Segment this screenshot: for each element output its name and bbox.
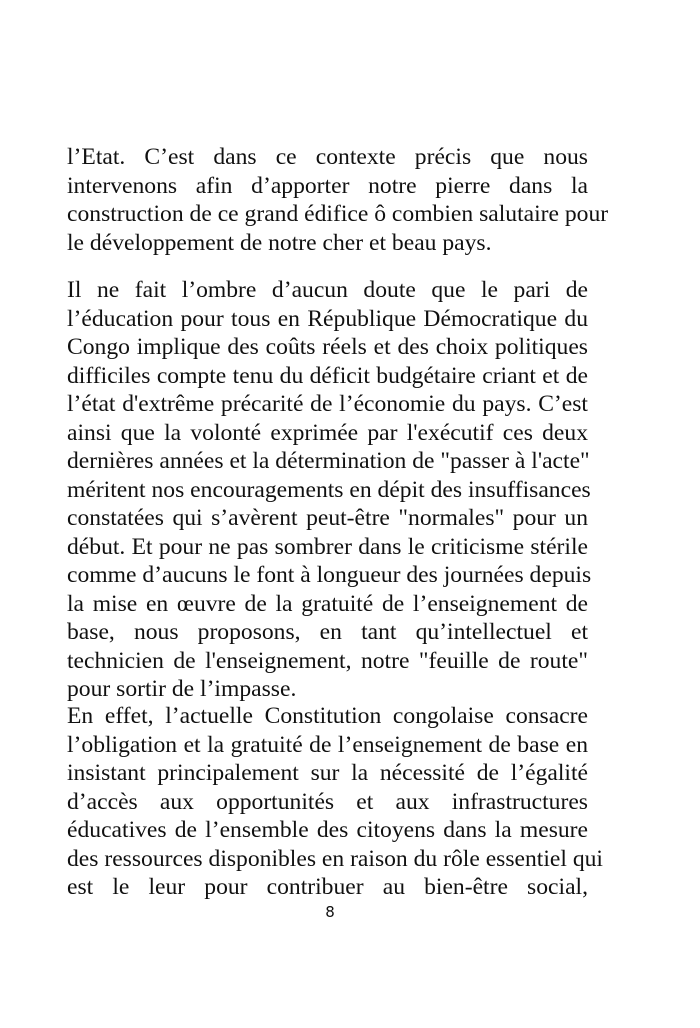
text-line: méritent nos encouragements en dépit des insuffisances <box>67 476 591 503</box>
text-line: constatées qui s’avèrent peut-être "normales" pour un <box>67 505 588 531</box>
text-line: Il ne fait l’ombre d’aucun doute que le pari de <box>67 277 588 303</box>
text-line: la mise en œuvre de la gratuité de l’enseignement de <box>67 590 588 617</box>
text-line: l’éducation pour tous en République Démocratique du <box>67 305 588 332</box>
text-line: technicien de l'enseignement, notre "feuille de route" <box>67 647 588 674</box>
text-line: éducatives de l’ensemble des citoyens dans la mesure <box>67 817 588 843</box>
text-line: comme d’aucuns le font à longueur des journées depuis <box>67 562 592 588</box>
text-line: début. Et pour ne pas sombrer dans le criticisme stérile <box>67 533 588 560</box>
text-line: base, nous proposons, en tant qu’intellectuel et <box>67 619 588 645</box>
text-line: pour sortir de l’impasse. <box>67 676 297 702</box>
text-line: des ressources disponibles en raison du rôle essentiel qui <box>67 845 603 872</box>
paragraph-2 <box>67 276 592 704</box>
text-line: l’Etat. C’est dans ce contexte précis que nous <box>67 144 588 170</box>
text-line: l’état d'extrême précarité de l’économie du pays. C’est <box>67 391 588 417</box>
paragraph-3 <box>67 702 603 902</box>
text-line: Congo implique des coûts réels et des choix politiques <box>67 334 588 360</box>
text-line: d’accès aux opportunités et aux infrastructures <box>67 788 588 815</box>
paragraph-1 <box>67 143 609 257</box>
text-line: le développement de notre cher et beau pays. <box>67 229 492 256</box>
text-line: insistant principalement sur la nécessité de l’égalité <box>67 760 588 786</box>
text-line: construction de ce grand édifice ô combien salutaire pour <box>67 201 609 227</box>
page-number: 8 <box>325 903 335 921</box>
text-line: ainsi que la volonté exprimée par l'exécutif ces deux <box>67 419 588 446</box>
text-line: En effet, l’actuelle Constitution congolaise consacre <box>67 703 588 729</box>
text-line: est le leur pour contribuer au bien-être social, <box>67 874 588 900</box>
text-line: intervenons afin d’apporter notre pierre dans la <box>67 172 588 199</box>
text-line: l’obligation et la gratuité de l’enseignement de base en <box>67 731 588 758</box>
text-line: dernières années et la détermination de "passer à l'acte" <box>67 448 590 474</box>
text-line: difficiles compte tenu du déficit budgétaire criant et de <box>67 362 588 389</box>
